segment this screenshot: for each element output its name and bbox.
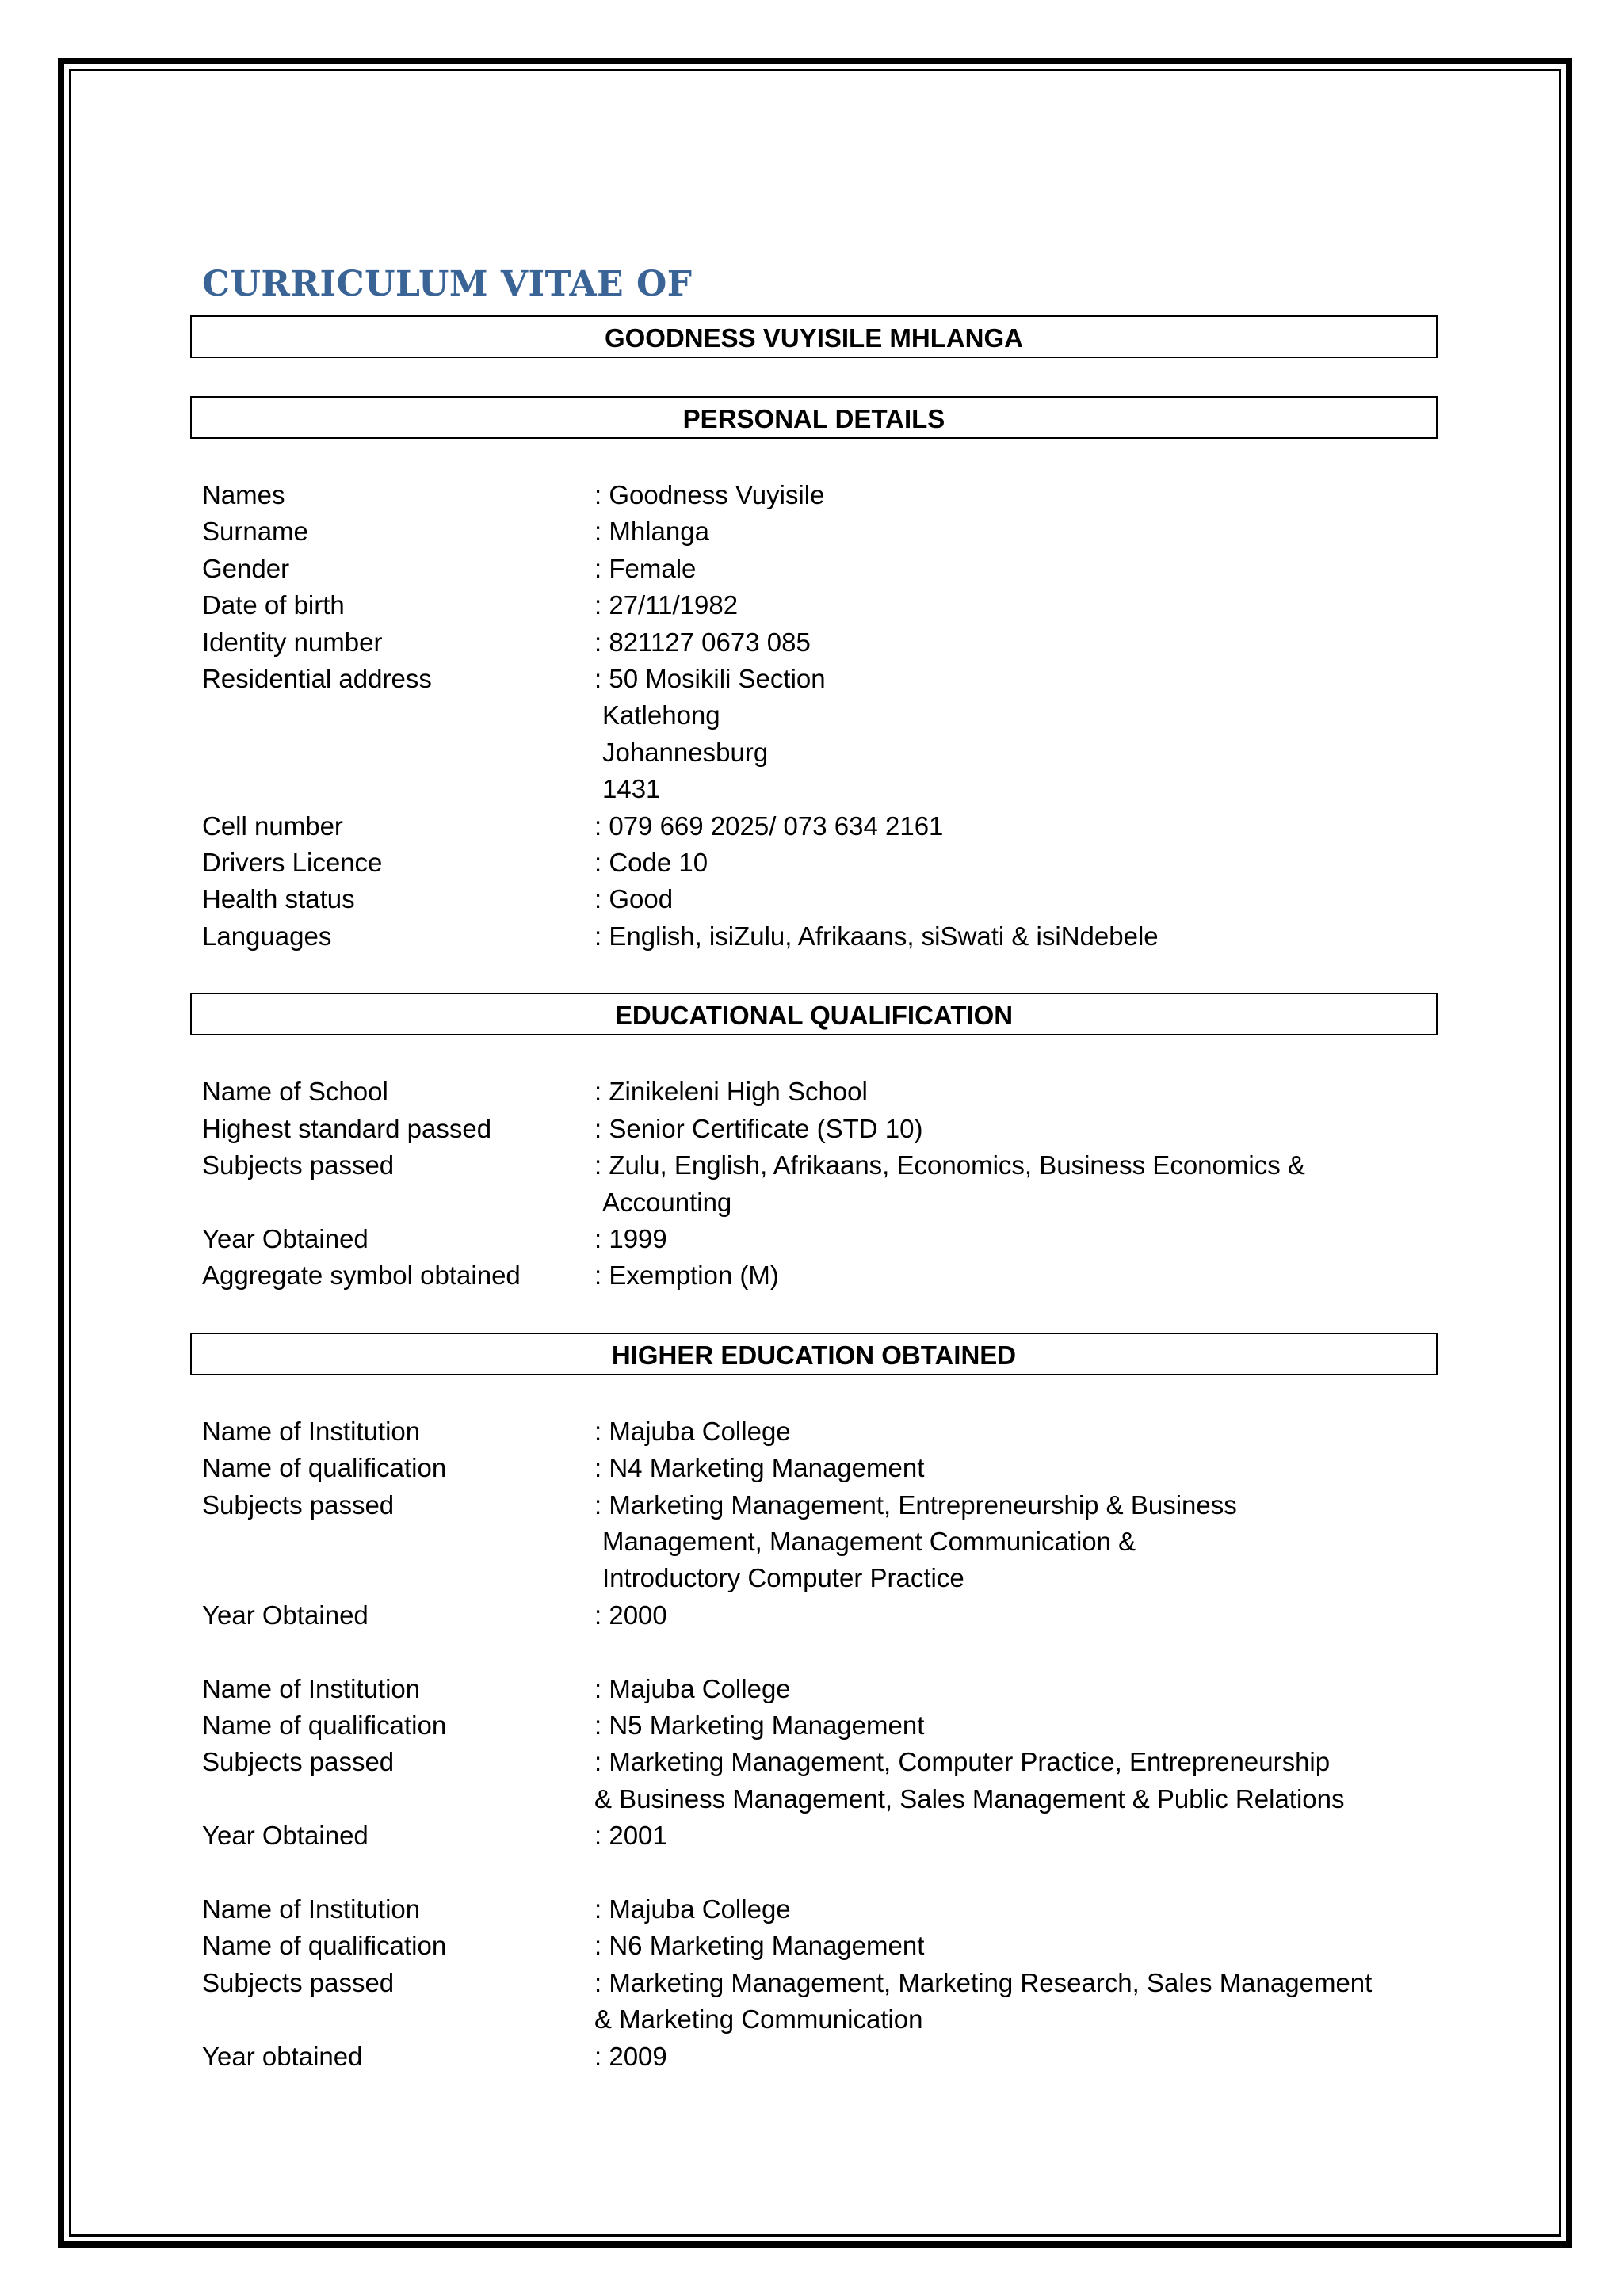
detail-value: : Zinikeleni High School	[594, 1077, 868, 1107]
detail-label: Identity number	[202, 627, 383, 657]
subjects-value: : Marketing Management, Marketing Research, Sales Management	[594, 1967, 1373, 1997]
detail-value: : Exemption (M)	[594, 1261, 779, 1291]
detail-row	[202, 1560, 1438, 1596]
detail-label: Languages	[202, 921, 332, 951]
detail-row	[202, 1891, 1438, 1928]
detail-value: : Female	[594, 553, 697, 583]
qualification-value: : N4 Marketing Management	[594, 1453, 925, 1483]
detail-label: Date of birth	[202, 590, 345, 620]
document-title: CURRICULUM VITAE OF	[202, 264, 693, 304]
detail-label	[202, 734, 594, 771]
detail-row	[202, 1257, 1438, 1294]
personal-details	[202, 477, 1438, 955]
detail-row	[202, 1597, 1438, 1634]
subjects-value: : Marketing Management, Entrepreneurship & Business	[594, 1489, 1237, 1520]
detail-row	[202, 918, 1438, 955]
institution-label: Name of Institution	[202, 1416, 421, 1446]
subjects-value: & Business Management, Sales Management & Public Relations	[594, 1783, 1345, 1814]
detail-row	[202, 1074, 1438, 1110]
detail-value: : Good	[594, 884, 674, 914]
detail-value: Accounting	[602, 1187, 732, 1217]
higher-education-heading: HIGHER EDUCATION OBTAINED	[190, 1333, 1438, 1375]
institution-label: Name of Institution	[202, 1673, 421, 1703]
detail-row	[202, 1524, 1438, 1560]
detail-value: : Code 10	[594, 848, 708, 878]
year-label: Year Obtained	[202, 1600, 369, 1630]
detail-label: Subjects passed	[202, 1150, 395, 1180]
detail-row	[202, 1184, 1438, 1221]
detail-row	[202, 771, 1438, 807]
cv-content	[190, 261, 1438, 2113]
detail-label: Aggregate symbol obtained	[202, 1261, 521, 1291]
detail-row	[202, 1671, 1438, 1707]
qualification-label: Name of qualification	[202, 1710, 447, 1740]
detail-row	[202, 2001, 1438, 2038]
educational-qualification-heading: EDUCATIONAL QUALIFICATION	[190, 993, 1438, 1035]
detail-value: : 821127 0673 085	[594, 627, 811, 657]
detail-row	[202, 661, 1438, 697]
detail-row	[202, 881, 1438, 917]
detail-row	[202, 1111, 1438, 1147]
year-label: Year obtained	[202, 2041, 363, 2071]
detail-value: : Mhlanga	[594, 517, 709, 547]
detail-row	[202, 2039, 1438, 2075]
detail-row	[202, 477, 1438, 513]
year-value: : 2000	[594, 1600, 667, 1630]
detail-value: Johannesburg	[602, 737, 769, 767]
institution-label: Name of Institution	[202, 1894, 421, 1924]
detail-value: : English, isiZulu, Afrikaans, siSwati & isiNdebele	[594, 921, 1159, 951]
detail-row	[202, 1781, 1438, 1817]
detail-label: Health status	[202, 884, 355, 914]
detail-label: Highest standard passed	[202, 1113, 492, 1143]
institution-value: : Majuba College	[594, 1416, 791, 1446]
detail-row	[202, 1147, 1438, 1184]
detail-label: Drivers Licence	[202, 848, 383, 878]
detail-label: Residential address	[202, 664, 432, 694]
personal-details-heading: PERSONAL DETAILS	[190, 396, 1438, 439]
detail-value: : 1999	[594, 1223, 667, 1253]
detail-row	[202, 1221, 1438, 1257]
year-label: Year Obtained	[202, 1821, 369, 1851]
detail-row	[202, 551, 1438, 587]
detail-value: : 079 669 2025/ 073 634 2161	[594, 810, 944, 841]
detail-value: : 27/11/1982	[594, 590, 739, 620]
education-details	[202, 1074, 1438, 1294]
detail-value: 1431	[602, 774, 661, 804]
subjects-label: Subjects passed	[202, 1967, 395, 1997]
detail-label	[202, 1184, 594, 1221]
detail-row	[202, 587, 1438, 624]
subjects-value: Introductory Computer Practice	[602, 1563, 964, 1593]
detail-row	[202, 734, 1438, 771]
detail-row	[202, 513, 1438, 550]
detail-row	[202, 697, 1438, 734]
detail-label: Name of School	[202, 1077, 388, 1107]
detail-row	[202, 1928, 1438, 1964]
detail-row	[202, 624, 1438, 661]
year-value: : 2001	[594, 1821, 667, 1851]
detail-label	[202, 697, 594, 734]
detail-row	[202, 845, 1438, 881]
detail-value: : Goodness Vuyisile	[594, 480, 825, 509]
detail-row	[202, 1817, 1438, 1854]
detail-label: Surname	[202, 517, 308, 547]
qualification-label: Name of qualification	[202, 1453, 447, 1483]
entry-spacer	[202, 1855, 1438, 1891]
detail-label: Cell number	[202, 810, 343, 841]
detail-row	[202, 1487, 1438, 1524]
detail-row	[202, 1707, 1438, 1744]
higher-education-details	[202, 1413, 1438, 2075]
detail-row	[202, 1413, 1438, 1450]
entry-spacer	[202, 1634, 1438, 1670]
institution-value: : Majuba College	[594, 1673, 791, 1703]
detail-label: Gender	[202, 553, 290, 583]
detail-value: : Zulu, English, Afrikaans, Economics, Business Economics &	[594, 1150, 1305, 1180]
detail-value: Katlehong	[602, 700, 720, 730]
qualification-label: Name of qualification	[202, 1931, 447, 1961]
year-value: : 2009	[594, 2041, 667, 2071]
qualification-value: : N6 Marketing Management	[594, 1931, 925, 1961]
detail-value: : 50 Mosikili Section	[594, 664, 826, 694]
detail-label: Year Obtained	[202, 1223, 369, 1253]
subjects-label: Subjects passed	[202, 1747, 395, 1777]
detail-row	[202, 808, 1438, 845]
institution-value: : Majuba College	[594, 1894, 791, 1924]
subjects-value: & Marketing Communication	[594, 2004, 923, 2035]
subjects-value: Management, Management Communication &	[602, 1526, 1136, 1556]
full-name-box: GOODNESS VUYISILE MHLANGA	[190, 315, 1438, 358]
detail-row	[202, 1965, 1438, 2001]
detail-row	[202, 1744, 1438, 1780]
detail-label: Names	[202, 480, 285, 509]
subjects-label: Subjects passed	[202, 1489, 395, 1520]
detail-value: : Senior Certificate (STD 10)	[594, 1113, 923, 1143]
detail-row	[202, 1450, 1438, 1486]
qualification-value: : N5 Marketing Management	[594, 1710, 925, 1740]
detail-label	[202, 771, 594, 807]
subjects-value: : Marketing Management, Computer Practice, Entrepreneurship	[594, 1747, 1331, 1777]
